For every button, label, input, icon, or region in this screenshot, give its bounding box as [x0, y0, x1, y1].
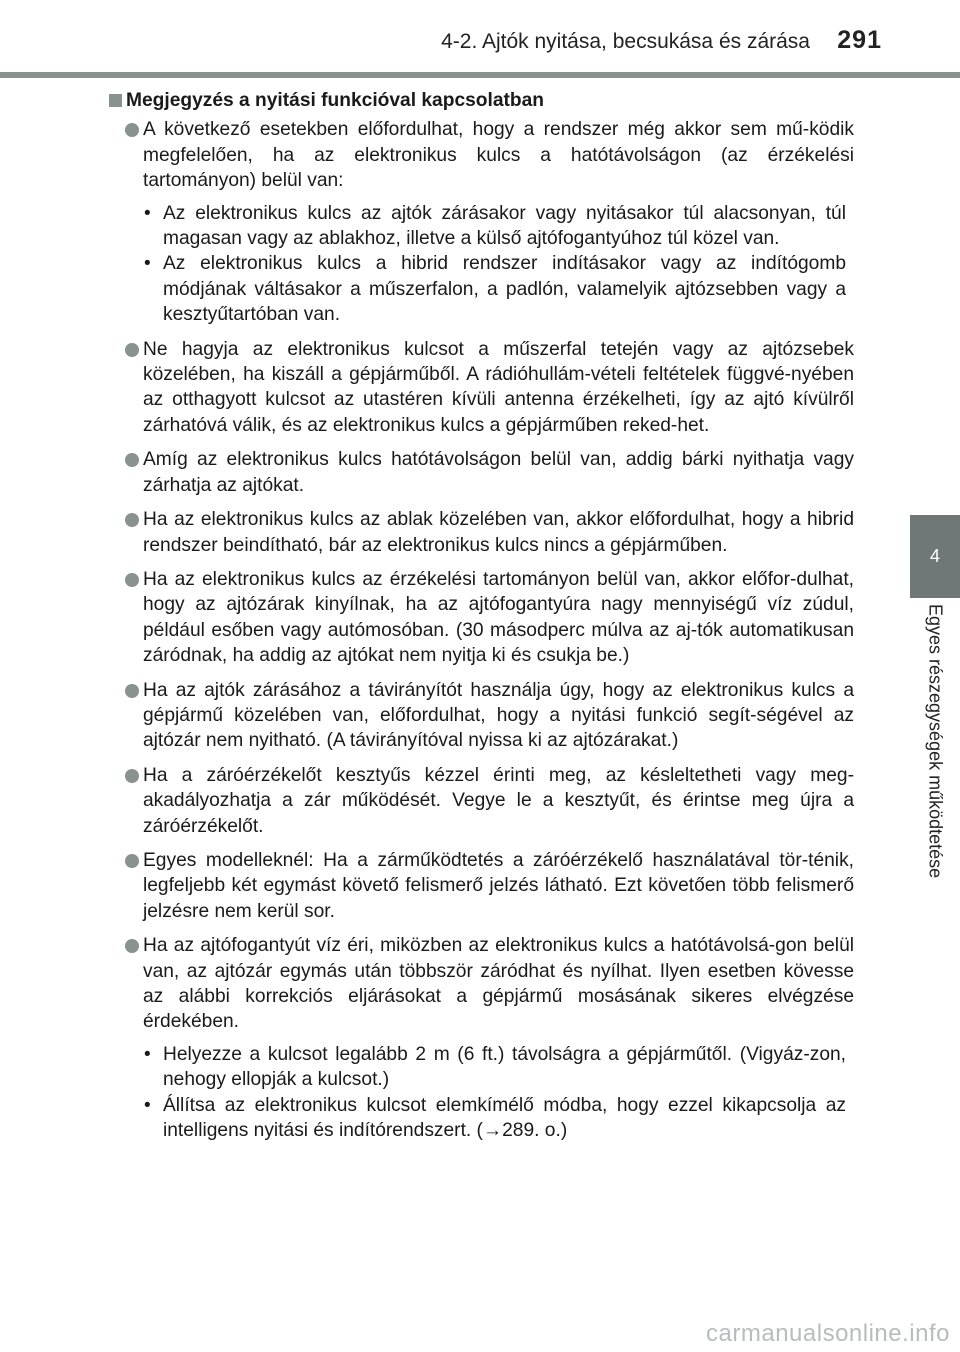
note-item — [109, 678, 854, 754]
sub-list-item — [109, 1042, 854, 1093]
header-title: 4-2. Ajtók nyitása, becsukása és zárása — [441, 30, 810, 53]
note-item — [109, 848, 854, 924]
page-header — [0, 0, 960, 80]
sub-list-item — [109, 1093, 854, 1144]
note-text: Ha az elektronikus kulcs az érzékelési tartományon belül van, akkor előfor-dulhat, hogy az ajtózárak kinyílnak, ha az ajtófogantyúra nagy mennyiségű víz zúdul, például esőben vagy autómosóban. (30 másodperc múlva az aj-tók automatikusan záródnak, ha addig az ajtókat nem nyitja ki és csukja be.) — [143, 568, 854, 667]
sub-item-text: Az elektronikus kulcs az ajtók zárásakor vagy nyitásakor túl alacsonyan, túl magasan vagy az ablakhoz, illetve a külső ajtófogantyúhoz túl közel van. — [163, 202, 846, 250]
circle-bullet-icon — [125, 769, 139, 783]
chapter-title: Egyes részegységek működtetése — [925, 604, 946, 879]
sub-list-item — [109, 201, 854, 252]
sub-list-item — [109, 251, 854, 327]
chapter-number: 4 — [929, 546, 940, 566]
dot-bullet-icon: • — [144, 202, 151, 224]
note-item — [109, 337, 854, 439]
circle-bullet-icon — [125, 684, 139, 698]
note-text: Ha az ajtófogantyút víz éri, miközben az elektronikus kulcs a hatótávolsá-gon belül van, az ajtózár egymás után többször záródhat és nyílhat. Ilyen esetben kövesse az alábbi korrekciós eljárásokat a gépjármű mosásának sikeres elvégzése érdekében. — [143, 935, 854, 1033]
circle-bullet-icon — [125, 573, 139, 587]
note-item — [109, 933, 854, 1035]
note-text: A következő esetekben előfordulhat, hogy a rendszer még akkor sem mű-ködik megfelelően, ha az elektronikus kulcs a hatótávolságon (az érzékelési tartományon) belül van: — [143, 119, 854, 192]
note-text: Ha az elektronikus kulcs az ablak közelében van, akkor előfordulhat, hogy a hibrid rendszer beindítható, bár az elektronikus kulcs nincs a gépjárműben. — [143, 509, 854, 556]
chapter-number-box — [910, 515, 960, 598]
chapter-title-tab — [910, 598, 960, 998]
note-item — [109, 763, 854, 839]
note-list — [109, 117, 854, 1143]
section-heading — [109, 88, 854, 113]
circle-bullet-icon — [125, 854, 139, 868]
note-text: Ha az ajtók zárásához a távirányítót használja úgy, hogy az elektronikus kulcs a gépjármű közelében van, előfordulhat, hogy a nyitási funkció segít-ségével az ajtózár nem nyitható. (A távirányítóval nyissa ki az ajtózárakat.) — [143, 679, 854, 752]
page-content — [109, 88, 854, 1143]
sub-item-text: Helyezze a kulcsot legalább 2 m (6 ft.) távolságra a gépjárműtől. (Vigyáz-zon, nehogy ellopják a kulcsot.) — [163, 1043, 846, 1091]
sub-item-text: Állítsa az elektronikus kulcsot elemkímélő módba, hogy ezzel kikapcsolja az intelligens nyitási és indítórendszert. (→289. o.) — [163, 1094, 846, 1142]
sub-item-text: Az elektronikus kulcs a hibrid rendszer indításakor vagy az indítógomb módjának váltásakor a műszerfalon, a padlón, valamelyik ajtózsebben vagy a kesztyűtartóban van. — [163, 253, 846, 326]
dot-bullet-icon: • — [144, 1094, 151, 1116]
note-item — [109, 117, 854, 193]
watermark: carmanualsonline.info — [706, 1320, 950, 1347]
square-bullet-icon — [109, 94, 122, 107]
circle-bullet-icon — [125, 123, 139, 137]
sub-list — [109, 201, 854, 328]
circle-bullet-icon — [125, 453, 139, 467]
note-text: Amíg az elektronikus kulcs hatótávolságon belül van, addig bárki nyithatja vagy zárhatja az ajtókat. — [143, 449, 854, 496]
note-text: Egyes modelleknél: Ha a zárműködtetés a záróérzékelő használatával tör-ténik, legfeljebb két egymást követő felismerő jelzés látható. Ezt követően több felismerő jelzésre nem kerül sor. — [143, 849, 854, 922]
note-text: Ha a záróérzékelőt kesztyűs kézzel érinti meg, az késleltetheti vagy meg-akadályozhatja a zár működését. Vegye le a kesztyűt, és érintse meg újra a záróérzékelőt. — [143, 764, 854, 837]
circle-bullet-icon — [125, 939, 139, 953]
note-item — [109, 507, 854, 558]
note-item — [109, 447, 854, 498]
sub-list — [109, 1042, 854, 1144]
section-heading-text: Megjegyzés a nyitási funkcióval kapcsolatban — [126, 90, 545, 111]
note-item — [109, 567, 854, 669]
dot-bullet-icon: • — [144, 253, 151, 275]
dot-bullet-icon: • — [144, 1043, 151, 1065]
page-number: 291 — [837, 26, 882, 54]
circle-bullet-icon — [125, 343, 139, 357]
note-text: Ne hagyja az elektronikus kulcsot a műszerfal tetején vagy az ajtózsebek közelében, ha kiszáll a gépjárműből. A rádióhullám-vételi feltételek függvé-nyében az otthagyott kulcsot az utastéren kívüli antenna érzékelheti, így az ajtó kívülről zárhatóvá válik, és az elektronikus kulcs a gépjárműben reked-het. — [143, 338, 854, 436]
header-rule — [0, 72, 960, 78]
circle-bullet-icon — [125, 513, 139, 527]
